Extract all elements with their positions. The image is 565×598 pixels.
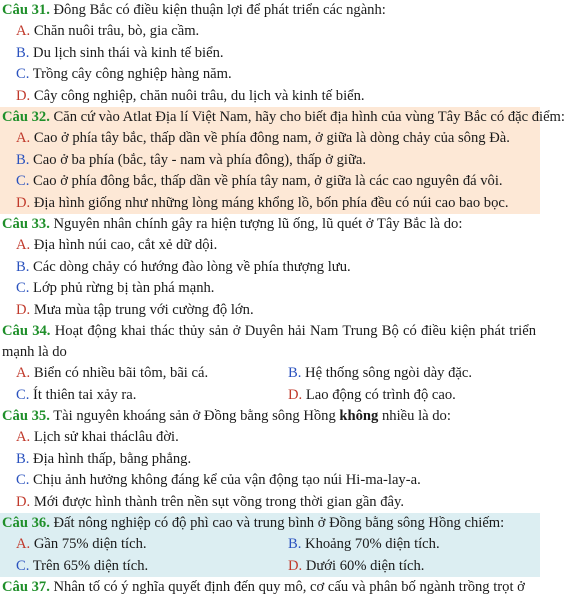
question-text: Căn cứ vào Atlat Địa lí Việt Nam, hãy cho biết địa hình của vùng Tây Bắc có đặc điểm:	[49, 109, 565, 125]
option-text: Lớp phủ rừng bị tàn phá mạnh.	[29, 280, 215, 296]
question-number: Câu 35.	[2, 408, 50, 424]
option-d	[2, 193, 536, 215]
question-text-end: nhiều là do:	[378, 408, 451, 424]
question-text: Nguyên nhân chính gây ra hiện tượng lũ ống, lũ quét ở Tây Bắc là do:	[49, 216, 463, 232]
question-text: Nhân tố có ý nghĩa quyết định đến quy mô, cơ cấu và phân bố ngành trồng trọt ở	[49, 579, 525, 595]
option-letter: D.	[16, 301, 31, 318]
question-37	[0, 577, 540, 598]
option-b	[2, 43, 536, 65]
options-row-1	[2, 534, 536, 556]
question-stem	[2, 107, 565, 128]
options-row-2	[2, 385, 536, 407]
option-d	[2, 86, 536, 108]
option-text: Lao động có trình độ cao.	[302, 386, 456, 403]
question-stem	[2, 577, 536, 598]
question-34	[0, 321, 540, 406]
option-text: Khoảng 70% diện tích.	[301, 536, 440, 552]
question-stem	[2, 406, 536, 427]
option-text: Mới được hình thành trên nền sụt võng trong thời gian gần đây.	[30, 493, 405, 510]
option-a	[2, 128, 536, 150]
option-b	[2, 449, 536, 471]
option-letter: B.	[288, 536, 302, 552]
option-a	[2, 363, 286, 385]
option-letter: D.	[16, 493, 31, 510]
option-c	[2, 470, 536, 492]
question-stem	[2, 214, 536, 235]
option-text: Du lịch sinh thái và kinh tế biển.	[29, 44, 224, 61]
option-letter: A.	[16, 130, 31, 146]
emphasis-word: không	[339, 408, 379, 424]
option-text: Gần 75% diện tích.	[30, 536, 147, 552]
option-letter: A.	[16, 536, 31, 552]
option-text: Cao ở phía đông bắc, thấp dần về phía tây nam, ở giữa là các cao nguyên đá vôi.	[29, 173, 503, 189]
question-32	[0, 107, 565, 214]
question-number: Câu 32.	[2, 109, 50, 125]
question-33	[0, 214, 540, 321]
option-b	[2, 257, 536, 279]
question-stem	[2, 513, 536, 534]
option-letter: C.	[16, 280, 30, 296]
option-text: Cây công nghiệp, chăn nuôi trâu, du lịch và kinh tế biển.	[30, 87, 365, 104]
option-letter: B.	[16, 450, 30, 467]
option-text: Mưa mùa tập trung với cường độ lớn.	[30, 301, 254, 318]
option-a	[2, 21, 536, 43]
options-row-2	[2, 556, 536, 578]
question-number: Câu 37.	[2, 579, 50, 595]
option-b	[286, 534, 536, 556]
option-text: Các dòng chảy có hướng đào lòng về phía thượng lưu.	[29, 258, 351, 275]
option-d	[286, 556, 536, 578]
option-letter: C.	[16, 173, 30, 189]
option-letter: A.	[16, 365, 31, 381]
option-d	[286, 385, 536, 407]
option-c	[2, 64, 536, 86]
option-letter: A.	[16, 23, 31, 39]
question-number: Câu 34.	[2, 323, 51, 339]
option-text: Địa hình núi cao, cắt xẻ dữ dội.	[30, 237, 218, 253]
option-text: Trên 65% diện tích.	[29, 557, 149, 574]
question-35	[0, 406, 540, 513]
option-text: Địa hình thấp, bằng phẳng.	[29, 450, 192, 467]
option-text: Trồng cây công nghiệp hàng năm.	[29, 66, 232, 82]
option-letter: C.	[16, 472, 30, 488]
option-text: Chịu ảnh hưởng không đáng kể của vận động tạo núi Hi-ma-lay-a.	[29, 472, 421, 488]
option-letter: C.	[16, 386, 30, 403]
options-row-1	[2, 363, 536, 385]
option-text: Dưới 60% diện tích.	[302, 557, 425, 574]
question-31	[0, 0, 540, 107]
question-text: Hoạt động khai thác thủy sản ở Duyên hải Nam Trung Bộ có điều kiện phát triển mạnh là do	[2, 323, 537, 360]
question-text: Đông Bắc có điều kiện thuận lợi để phát triển các ngành:	[49, 2, 386, 18]
option-letter: A.	[16, 237, 31, 253]
option-letter: B.	[16, 258, 30, 275]
option-letter: D.	[288, 386, 303, 403]
option-a	[2, 427, 536, 449]
option-letter: C.	[16, 557, 30, 574]
question-stem	[2, 321, 536, 363]
option-text: Địa hình giống như những lòng máng khổng lồ, bốn phía đều có núi cao bao bọc.	[30, 194, 509, 211]
option-text: Biển có nhiều bãi tôm, bãi cá.	[30, 365, 209, 381]
question-number: Câu 31.	[2, 2, 50, 18]
option-letter: B.	[16, 44, 30, 61]
option-c	[2, 278, 536, 300]
option-d	[2, 492, 536, 514]
option-d	[2, 300, 536, 322]
question-36	[0, 513, 540, 577]
option-text: Cao ở ba phía (bắc, tây - nam và phía đông), thấp ở giữa.	[29, 151, 366, 168]
option-b	[2, 150, 536, 172]
option-c	[2, 556, 286, 578]
option-text: Hệ thống sông ngòi dày đặc.	[301, 365, 473, 381]
question-number: Câu 33.	[2, 216, 50, 232]
option-letter: A.	[16, 429, 31, 445]
option-text: Ít thiên tai xảy ra.	[29, 386, 137, 403]
option-letter: B.	[16, 151, 30, 168]
option-letter: B.	[288, 365, 302, 381]
option-text: Cao ở phía tây bắc, thấp dần về phía đông nam, ở giữa là dòng chảy của sông Đà.	[30, 130, 510, 146]
option-text: Lịch sử khai tháclâu đời.	[30, 429, 179, 445]
option-letter: C.	[16, 66, 30, 82]
question-stem	[2, 0, 536, 21]
option-c	[2, 385, 286, 407]
question-text: Tài nguyên khoáng sản ở Đồng bằng sông Hồng	[49, 408, 340, 424]
option-a	[2, 235, 536, 257]
option-text: Chăn nuôi trâu, bò, gia cầm.	[30, 23, 200, 39]
option-b	[286, 363, 536, 385]
question-number: Câu 36.	[2, 515, 50, 531]
question-text: Đất nông nghiệp có độ phì cao và trung bình ở Đồng bằng sông Hồng chiếm:	[49, 515, 505, 531]
option-a	[2, 534, 286, 556]
option-letter: D.	[288, 557, 303, 574]
option-letter: D.	[16, 87, 31, 104]
option-letter: D.	[16, 194, 31, 211]
option-c	[2, 171, 536, 193]
